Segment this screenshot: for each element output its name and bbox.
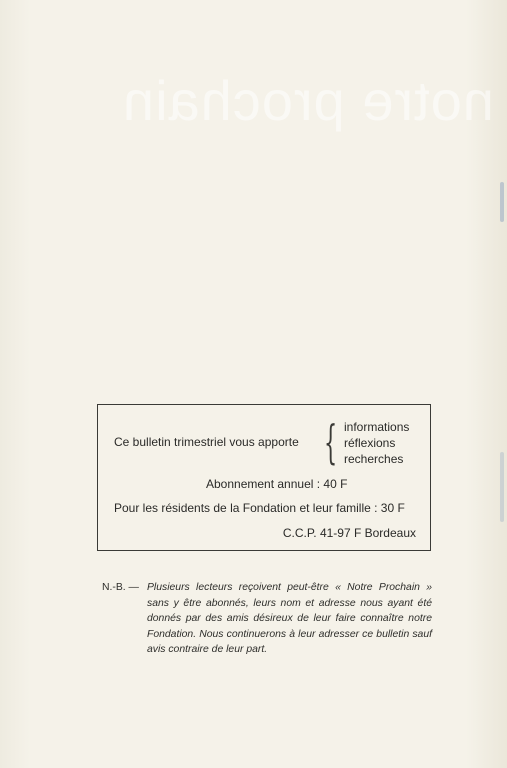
subscription-box — [97, 404, 431, 551]
note-block — [102, 580, 432, 658]
topic-item: réflexions — [344, 436, 396, 450]
postal-account: C.C.P. 41-97 F Bordeaux — [282, 526, 416, 540]
edge-stain — [500, 452, 504, 522]
note-label: N.-B. — — [102, 582, 139, 593]
annual-price: Abonnement annuel : 40 F — [206, 477, 348, 491]
topics-list — [344, 419, 409, 467]
topic-item: recherches — [344, 452, 404, 466]
note-text: Plusieurs lecteurs reçoivent peut-être « Notre Prochain » sans y être abonnés, leurs nom et adresse nous ayant été donnés par des amis désireux de leur faire connaître notre Fondation. Nous continuerons à leur adresser ce bulletin sauf avis contraire de leur part. — [147, 582, 432, 655]
faded-title-bleedthrough: notre prochain — [121, 69, 494, 132]
curly-brace: { — [324, 415, 338, 469]
topic-item: informations — [344, 420, 410, 434]
edge-stain — [500, 182, 504, 222]
bulletin-intro: Ce bulletin trimestriel vous apporte — [114, 435, 299, 449]
residents-price: Pour les résidents de la Fondation et leur famille : 30 F — [114, 501, 405, 515]
